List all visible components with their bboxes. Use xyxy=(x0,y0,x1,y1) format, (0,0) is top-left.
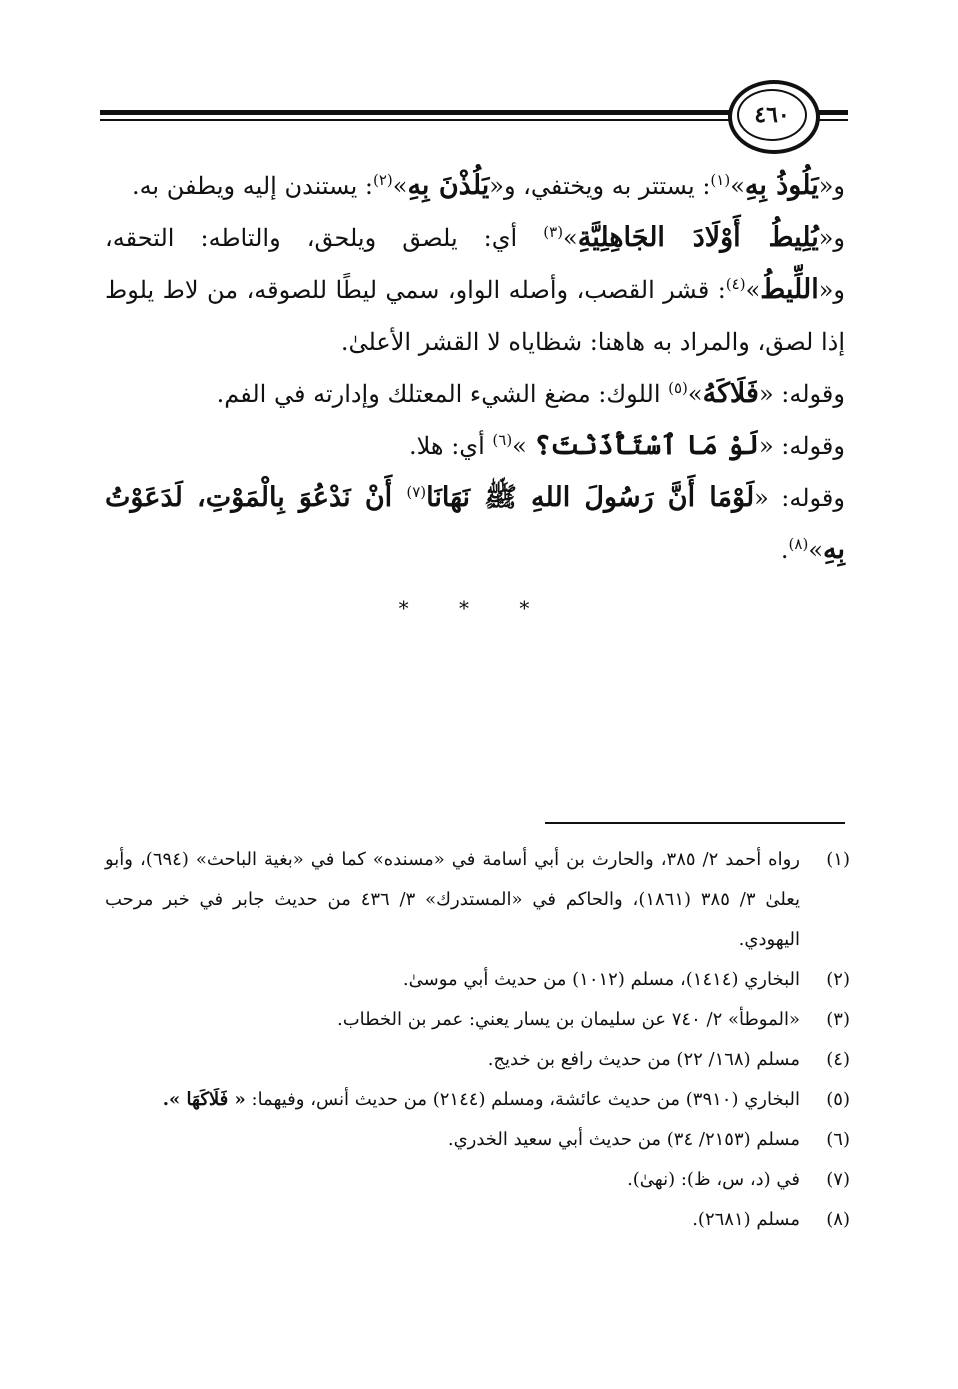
footnote-text: مسلم (٢٦٨١). xyxy=(692,1209,800,1230)
explanation-text: اللوك: مضغ الشيء المعتلك وإدارته في الفم. xyxy=(216,380,669,408)
footnote-item xyxy=(105,1040,850,1080)
quote-mark: » xyxy=(687,380,703,408)
explanation-text: وقوله: « xyxy=(758,432,845,460)
paragraph-1 xyxy=(105,160,845,212)
footnote-number: (٤) xyxy=(826,1049,850,1070)
hadith-word: يُلِيطُ أَوْلَادَ الجَاهِلِيَّةِ xyxy=(577,222,819,253)
explanation-text: وقوله: « xyxy=(758,380,845,408)
footnote-item xyxy=(105,840,850,960)
footnote-quote: « فَلَاكَهَا ». xyxy=(162,1089,246,1110)
footnote-rule xyxy=(545,822,845,824)
footnote-ref: (٨) xyxy=(788,535,809,553)
paragraph-5 xyxy=(105,472,845,576)
footnote-text: في (د، س، ظ): (نهىٰ). xyxy=(627,1169,800,1190)
footnotes-list xyxy=(105,840,850,1240)
explanation-text: : قشر القصب، وأصله الواو، سمي ليطًا للصوقه، من لاط يلوط إذا لصق، والمراد به هاهنا: شظاياه لا القشر الأعلىٰ. xyxy=(105,276,845,356)
footnote-number: (٢) xyxy=(826,969,850,990)
explanation-text: : يستتر به ويختفي، و« xyxy=(489,172,711,200)
main-text xyxy=(105,160,845,620)
quote-mark: و« xyxy=(818,224,845,252)
header-rule-thin xyxy=(100,119,750,121)
footnote-text: مسلم (٢١٥٣/ ٣٤) من حديث أبي سعيد الخدري. xyxy=(447,1129,800,1150)
footnote-item xyxy=(105,1120,850,1160)
footnote-number: (٧) xyxy=(826,1169,850,1190)
paragraph-3 xyxy=(105,368,845,420)
footnote-ref: (٣) xyxy=(543,223,564,241)
footnote-item xyxy=(105,1200,850,1240)
paragraph-4 xyxy=(105,420,845,472)
footnote-number: (١) xyxy=(826,849,850,870)
explanation-text: وقوله: « xyxy=(754,484,845,512)
quote-mark: » xyxy=(730,172,745,200)
footnote-item xyxy=(105,1080,850,1120)
hadith-word: أَنْ نَدْعُوَ بِالْمَوْتِ، لَدَعَوْتُ بِهِ xyxy=(105,482,845,565)
header-rule-thick xyxy=(100,110,750,115)
footnote-item xyxy=(105,1000,850,1040)
explanation-text: أي: يلصق ويلحق، والتاطه: التحقه، و« xyxy=(105,224,845,304)
hadith-word: لَوْمَا أَنَّ رَسُولَ اللهِ ﷺ نَهَانَا xyxy=(426,482,755,513)
footnote-ref: (٤) xyxy=(725,275,746,293)
explanation-text: أي: هلا. xyxy=(408,432,493,460)
quote-mark: » xyxy=(745,276,761,304)
footnote-ref: (٢) xyxy=(372,171,393,189)
footnote-text: البخاري (١٤١٤)، مسلم (١٠١٢) من حديث أبي موسىٰ. xyxy=(402,969,800,990)
hadith-word: فَلَاكَهُ xyxy=(702,378,759,409)
footnote-ref: (٦) xyxy=(492,431,513,449)
footnote-item xyxy=(105,1160,850,1200)
page-number: ٤٦٠ xyxy=(737,89,807,141)
hadith-word: اللِّيطُ xyxy=(760,274,819,305)
explanation-text: : يستندن إليه ويطفن به. xyxy=(131,172,373,200)
footnote-text: رواه أحمد ٢/ ٣٨٥، والحارث بن أبي أسامة في «مسنده» كما في «بغية الباحث» (٦٩٤)، وأبو يعلىٰ ٣/ ٣٨٥ (١٨٦١)، والحاكم في «المستدرك» ٣/ ٤٣٦ من حديث جابر في خبر مرحب اليهودي. xyxy=(105,849,800,950)
footnote-ref: (٧) xyxy=(406,483,427,501)
footnote-number: (٥) xyxy=(826,1089,850,1110)
footnote-text: البخاري (٣٩١٠) من حديث عائشة، ومسلم (٢١٤٤) من حديث أنس، وفيهما: xyxy=(251,1089,800,1110)
footnote-ref: (٥) xyxy=(668,379,688,397)
explanation-text: . xyxy=(780,536,789,564)
quote-mark: » xyxy=(563,224,578,252)
footnote-number: (٨) xyxy=(826,1209,850,1230)
footnote-number: (٦) xyxy=(826,1129,850,1150)
quote-mark: و« xyxy=(818,172,845,200)
quote-mark: » xyxy=(512,432,535,460)
footnote-ref: (١) xyxy=(710,171,731,189)
footnote-number: (٣) xyxy=(826,1009,850,1030)
section-separator: * * * xyxy=(398,596,552,620)
footnote-item xyxy=(105,960,850,1000)
hadith-word: يَلُذْنَ بِهِ xyxy=(407,170,490,201)
quote-mark: » xyxy=(808,536,823,564)
footnote-text: «الموطأ» ٢/ ٧٤٠ عن سليمان بن يسار يعني: عمر بن الخطاب. xyxy=(337,1009,800,1030)
hadith-word: لَوْ مَا ٱسْتَأْذَنْتَ؟ xyxy=(534,430,759,461)
paragraph-2 xyxy=(105,212,845,368)
quote-mark: » xyxy=(392,172,408,200)
hadith-word: يَلُوذُ بِهِ xyxy=(744,170,819,201)
footnote-text: مسلم (١٦٨/ ٢٢) من حديث رافع بن خديج. xyxy=(487,1049,800,1070)
